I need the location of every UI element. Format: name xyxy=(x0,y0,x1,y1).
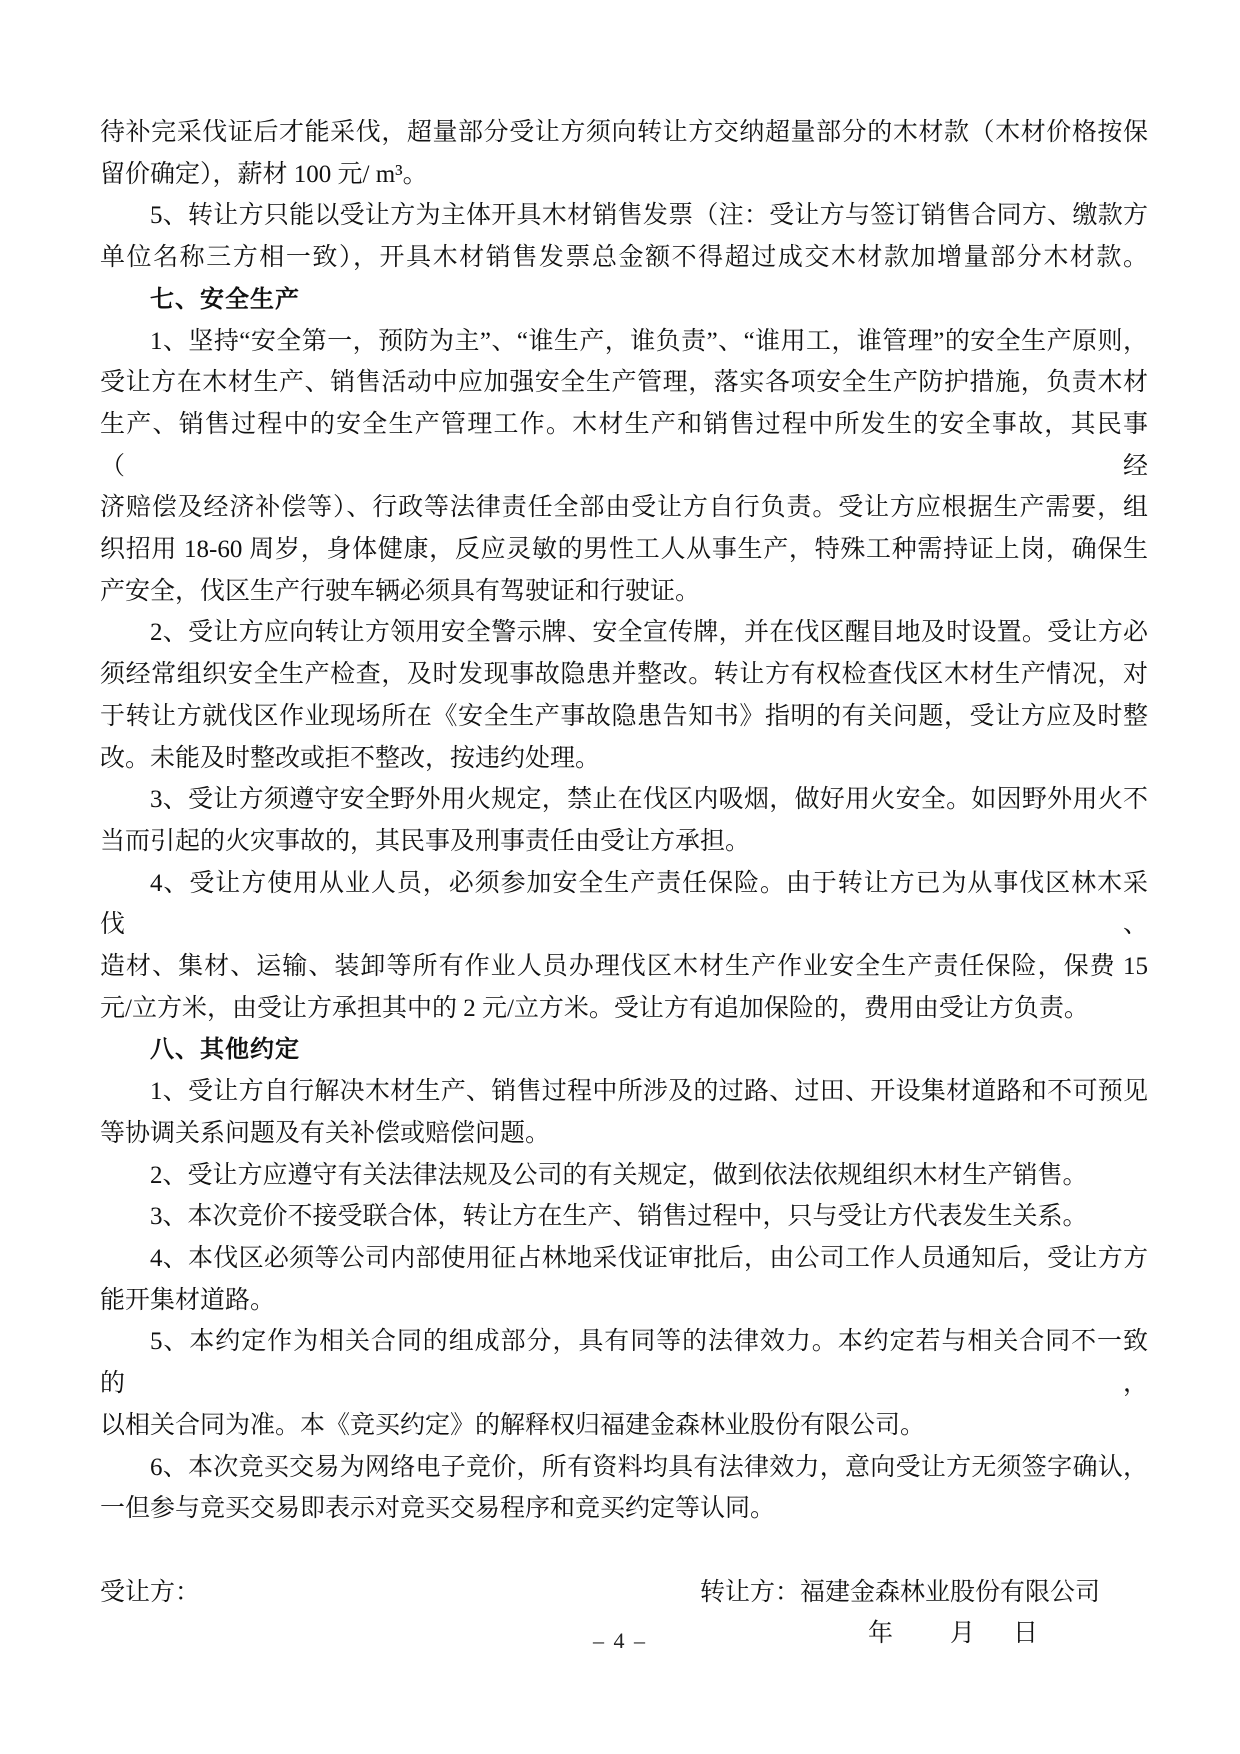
document-line: 须经常组织安全生产检查，及时发现事故隐患并整改。转让方有权检查伐区木材生产情况，对 xyxy=(100,661,1148,689)
document-line: 织招用 18-60 周岁，身体健康，反应灵敏的男性工人从事生产，特殊工种需持证上岗，确保生 xyxy=(100,536,1148,564)
document-line: 改。未能及时整改或拒不整改，按违约处理。 xyxy=(100,744,601,772)
transferor-signature-label: 转让方：福建金森林业股份有限公司 xyxy=(700,1578,1101,1606)
document-line: 4、本伐区必须等公司内部使用征占林地采伐证审批后，由公司工作人员通知后，受让方方 xyxy=(150,1244,1148,1272)
document-line: 6、本次竞买交易为网络电子竞价，所有资料均具有法律效力，意向受让方无须签字确认， xyxy=(150,1453,1148,1481)
document-line: 济赔偿及经济补偿等）、行政等法律责任全部由受让方自行负责。受让方应根据生产需要，组 xyxy=(100,494,1148,522)
document-line: 2、受让方应遵守有关法律法规及公司的有关规定，做到依法依规组织木材生产销售。 xyxy=(150,1161,1088,1189)
document-line: 一但参与竞买交易即表示对竞买交易程序和竞买约定等认同。 xyxy=(100,1495,776,1523)
document-line: 生产、销售过程中的安全生产管理工作。木材生产和销售过程中所发生的安全事故，其民事（经 xyxy=(100,410,1148,480)
document-line: 能开集材道路。 xyxy=(100,1286,276,1314)
document-line: 以相关合同为准。本《竞买约定》的解释权归福建金森林业股份有限公司。 xyxy=(100,1411,926,1439)
signature-row xyxy=(100,1572,1148,1614)
document-line: 单位名称三方相一致），开具木材销售发票总金额不得超过成交木材款加增量部分木材款。 xyxy=(100,244,1148,272)
page-number: – 4 – xyxy=(593,1628,647,1653)
document-line: 留价确定），薪材 100 元/ m³。 xyxy=(100,160,428,188)
date-day-label: 日 xyxy=(1013,1620,1039,1648)
document-line: 5、转让方只能以受让方为主体开具木材销售发票（注：受让方与签订销售合同方、缴款方 xyxy=(150,202,1148,230)
document-line: 当而引起的火灾事故的，其民事及刑事责任由受让方承担。 xyxy=(100,827,751,855)
document-line: 4、受让方使用从业人员，必须参加安全生产责任保险。由于转让方已为从事伐区林木采伐、 xyxy=(100,869,1148,939)
document-line: 1、受让方自行解决木材生产、销售过程中所涉及的过路、过田、开设集材道路和不可预见 xyxy=(150,1078,1148,1106)
date-year-label: 年 xyxy=(868,1620,894,1648)
document-line: 产安全，伐区生产行驶车辆必须具有驾驶证和行驶证。 xyxy=(100,577,701,605)
document-line: 元/立方米，由受让方承担其中的 2 元/立方米。受让方有追加保险的，费用由受让方负责。 xyxy=(100,994,1089,1022)
section-heading: 八、其他约定 xyxy=(150,1036,300,1064)
document-line: 受让方在木材生产、销售活动中应加强安全生产管理，落实各项安全生产防护措施，负责木材 xyxy=(100,369,1148,397)
document-content xyxy=(100,112,1148,1655)
document-line: 于转让方就伐区作业现场所在《安全生产事故隐患告知书》指明的有关问题，受让方应及时整 xyxy=(100,702,1148,730)
section-heading: 七、安全生产 xyxy=(150,285,300,313)
document-line: 1、坚持“安全第一，预防为主”、“谁生产，谁负责”、“谁用工，谁管理”的安全生产原则， xyxy=(150,327,1148,355)
document-line: 5、本约定作为相关合同的组成部分，具有同等的法律效力。本约定若与相关合同不一致的， xyxy=(100,1328,1148,1398)
document-body xyxy=(100,112,1148,1530)
transferee-signature-label: 受让方： xyxy=(100,1578,201,1606)
document-line: 3、本次竞价不接受联合体，转让方在生产、销售过程中，只与受让方代表发生关系。 xyxy=(150,1203,1088,1231)
document-line: 3、受让方须遵守安全野外用火规定，禁止在伐区内吸烟，做好用火安全。如因野外用火不 xyxy=(150,786,1148,814)
document-line: 2、受让方应向转让方领用安全警示牌、安全宣传牌，并在伐区醒目地及时设置。受让方必 xyxy=(150,619,1148,647)
document-line: 等协调关系问题及有关补偿或赔偿问题。 xyxy=(100,1119,551,1147)
date-month-label: 月 xyxy=(950,1620,976,1648)
document-line: 造材、集材、运输、装卸等所有作业人员办理伐区木材生产作业安全生产责任保险，保费 15 xyxy=(100,953,1148,981)
blank-line xyxy=(100,1530,1148,1572)
document-line: 待补完采伐证后才能采伐，超量部分受让方须向转让方交纳超量部分的木材款（木材价格按保 xyxy=(100,119,1148,146)
